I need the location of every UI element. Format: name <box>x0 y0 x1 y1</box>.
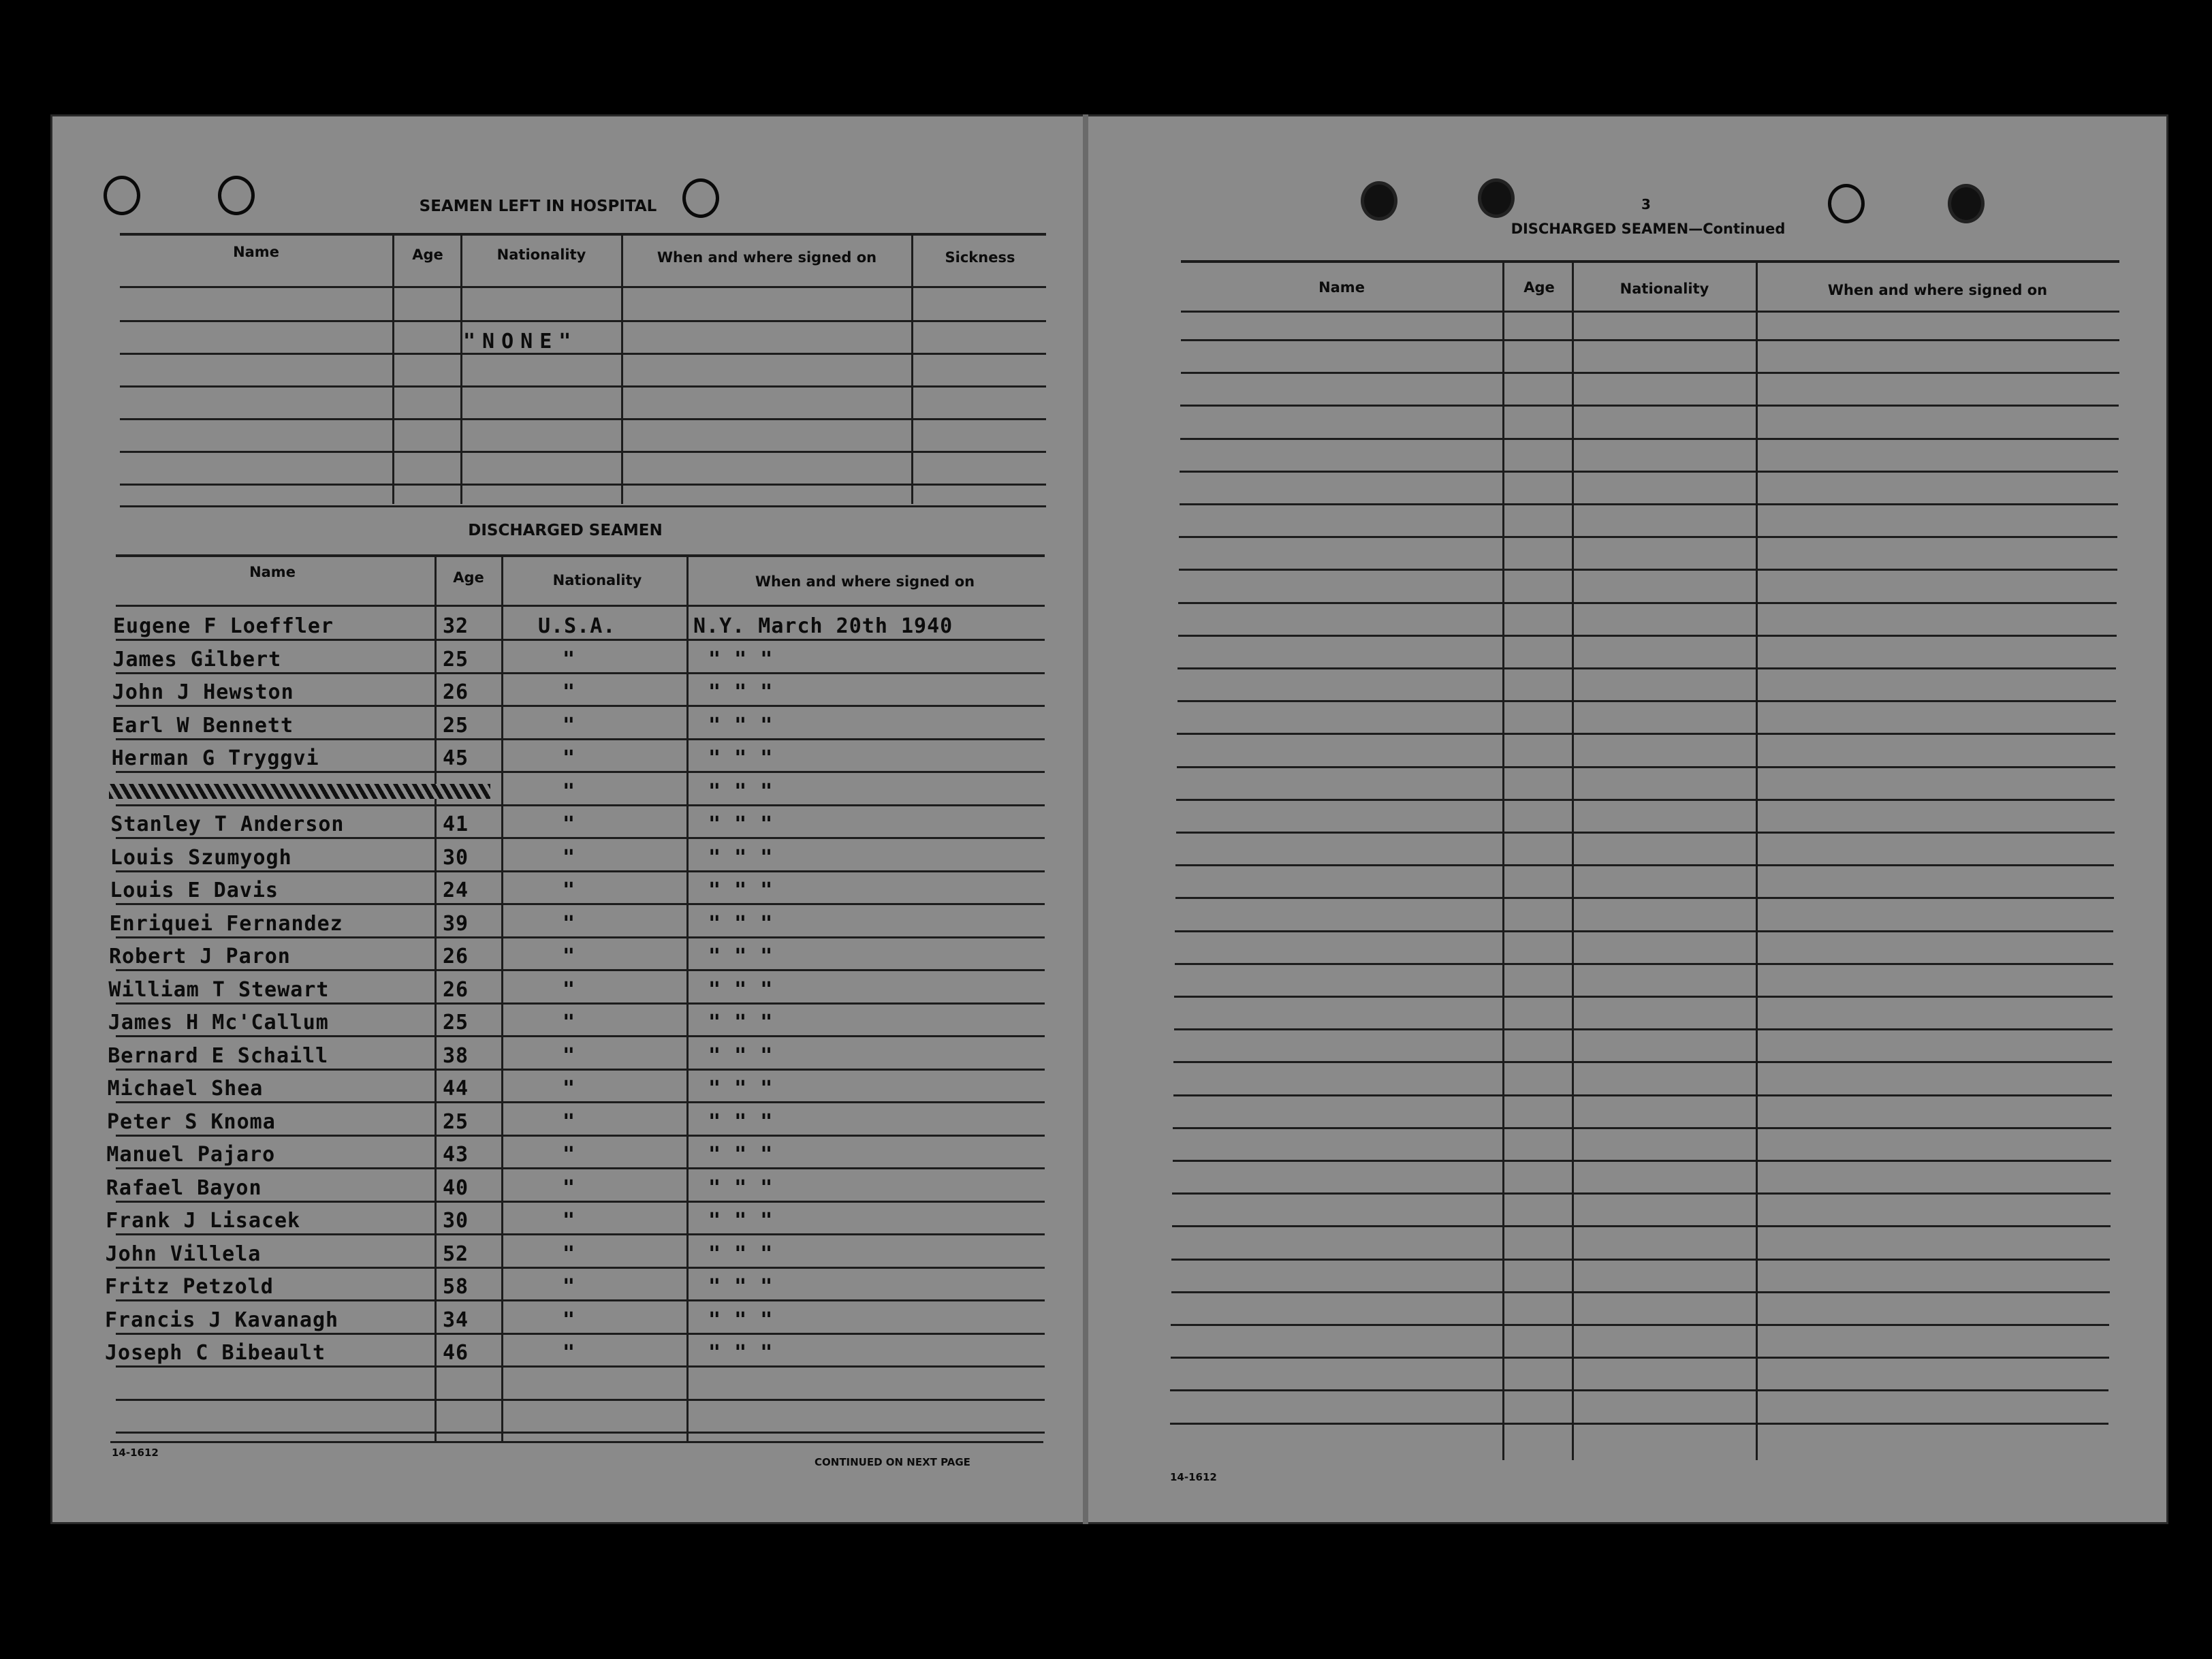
hospital-col-signed-on: When and where signed on <box>657 249 877 266</box>
seaman-signed-on: " " " <box>708 680 774 704</box>
seaman-name: Bernard E Schaill <box>108 1044 329 1068</box>
discharged-col-name: Name <box>249 564 296 580</box>
seaman-age: 26 <box>443 680 469 704</box>
seaman-age: 39 <box>443 912 469 936</box>
seaman-name: Robert J Paron <box>109 945 291 968</box>
seaman-signed-on: " " " <box>708 846 774 870</box>
seaman-nationality: " <box>563 780 576 804</box>
seaman-nationality: " <box>563 879 576 902</box>
seaman-signed-on: " " " <box>708 1209 774 1233</box>
continued-label: CONTINUED ON NEXT PAGE <box>815 1456 970 1468</box>
blank-row-rule <box>1177 733 2115 735</box>
seaman-signed-on: " " " <box>708 1275 774 1299</box>
blank-row-rule <box>1173 1160 2111 1162</box>
seaman-nationality: " <box>563 1308 576 1332</box>
seaman-age: 38 <box>443 1044 469 1068</box>
seaman-age: 25 <box>443 1110 469 1134</box>
seaman-age: 44 <box>443 1077 469 1101</box>
seaman-signed-on: " " " <box>708 780 774 804</box>
blank-row-rule <box>1171 1259 2110 1261</box>
hospital-col-name: Name <box>233 244 279 260</box>
seaman-signed-on: " " " <box>708 879 774 902</box>
seaman-signed-on: " " " <box>708 1308 774 1332</box>
seaman-age: 26 <box>443 945 469 968</box>
seaman-nationality: " <box>563 1275 576 1299</box>
blank-row-rule <box>1181 339 2119 341</box>
seaman-signed-on: N.Y. March 20th 1940 <box>693 614 953 638</box>
hospital-col-age: Age <box>412 247 443 263</box>
blank-row-rule <box>1175 864 2114 866</box>
seaman-nationality: " <box>563 945 576 968</box>
blank-row-rule <box>1174 1028 2113 1030</box>
blank-row-rule <box>1170 1389 2108 1391</box>
blank-row-rule <box>1180 503 2118 505</box>
seaman-nationality: " <box>563 680 576 704</box>
hospital-entry: "NONE" <box>463 330 578 353</box>
blank-row-rule <box>1175 897 2114 899</box>
seaman-nationality: " <box>563 1209 576 1233</box>
right-page-number: 3 <box>1641 196 1651 212</box>
seaman-name: Herman G Tryggvi <box>111 746 319 770</box>
seaman-nationality: " <box>563 912 576 936</box>
discharged-section-title: DISCHARGED SEAMEN <box>468 522 663 539</box>
discharged-col-age: Age <box>453 569 484 586</box>
seaman-signed-on: " " " <box>708 1077 774 1101</box>
seaman-name: John Villela <box>105 1242 262 1266</box>
blank-row-rule <box>1179 569 2117 571</box>
seaman-name: Francis J Kavanagh <box>105 1308 339 1332</box>
right-col-nationality: Nationality <box>1620 281 1709 297</box>
seaman-signed-on: " " " <box>708 714 774 738</box>
seaman-nationality: " <box>563 1242 576 1266</box>
hospital-col-nationality: Nationality <box>496 247 586 263</box>
seaman-age: 40 <box>443 1176 469 1200</box>
seaman-signed-on: " " " <box>708 1011 774 1034</box>
hospital-section-title: SEAMEN LEFT IN HOSPITAL <box>419 198 657 215</box>
seaman-name: James H Mc'Callum <box>108 1011 329 1034</box>
blank-row-rule <box>1175 963 2113 965</box>
seaman-signed-on: " " " <box>708 1143 774 1167</box>
blank-row-rule <box>1171 1357 2109 1359</box>
blank-row-rule <box>1174 996 2113 998</box>
seaman-nationality: " <box>563 1143 576 1167</box>
seaman-nationality: " <box>563 648 576 672</box>
blank-row-rule <box>1178 635 2117 637</box>
blank-row-rule <box>1170 1423 2108 1425</box>
seaman-name: Joseph C Bibeault <box>105 1341 326 1365</box>
seaman-signed-on: " " " <box>708 912 774 936</box>
seaman-signed-on: " " " <box>708 1044 774 1068</box>
right-col-signed-on: When and where signed on <box>1827 282 2048 298</box>
seaman-nationality: " <box>563 978 576 1002</box>
seaman-name: Louis E Davis <box>110 879 279 902</box>
seaman-nationality: " <box>563 846 576 870</box>
seaman-age: 25 <box>443 1011 469 1034</box>
seaman-age: 30 <box>443 846 469 870</box>
seaman-nationality: " <box>563 1176 576 1200</box>
right-form-number: 14-1612 <box>1170 1471 1217 1483</box>
seaman-name: Louis Szumyogh <box>110 846 292 870</box>
seaman-age: 32 <box>443 614 469 638</box>
seaman-nationality: " <box>563 812 576 836</box>
blank-row-rule <box>1177 766 2115 768</box>
seaman-name: Frank J Lisacek <box>106 1209 301 1233</box>
blank-row-rule <box>1173 1061 2112 1063</box>
seaman-nationality: " <box>563 1341 576 1365</box>
right-col-name: Name <box>1318 279 1365 296</box>
seaman-signed-on: " " " <box>708 1341 774 1365</box>
seaman-age: 34 <box>443 1308 469 1332</box>
seaman-age: 46 <box>443 1341 469 1365</box>
seaman-signed-on: " " " <box>708 648 774 672</box>
seaman-nationality: " <box>563 1011 576 1034</box>
blank-row-rule <box>1172 1225 2111 1227</box>
seaman-name: Stanley T Anderson <box>110 812 345 836</box>
seaman-age: 41 <box>443 812 469 836</box>
seaman-name: Earl W Bennett <box>112 714 294 738</box>
seaman-nationality: U.S.A. <box>538 614 616 638</box>
blank-row-rule <box>1180 471 2118 473</box>
seaman-name: Michael Shea <box>107 1077 264 1101</box>
seaman-age: 25 <box>443 648 469 672</box>
discharged-col-nationality: Nationality <box>552 572 642 588</box>
seaman-name: Rafael Bayon <box>106 1176 262 1200</box>
seaman-signed-on: " " " <box>708 1110 774 1134</box>
seaman-age: 25 <box>443 714 469 738</box>
seaman-age: 45 <box>443 746 469 770</box>
seaman-age: 43 <box>443 1143 469 1167</box>
seaman-name: John J Hewston <box>112 680 294 704</box>
blank-row-rule <box>1179 536 2117 538</box>
seaman-signed-on: " " " <box>708 978 774 1002</box>
seaman-name: Eugene F Loeffler <box>113 614 334 638</box>
seaman-signed-on: " " " <box>708 812 774 836</box>
seaman-name: Peter S Knoma <box>107 1110 276 1134</box>
blank-row-rule <box>1180 438 2119 440</box>
blank-row-rule <box>1172 1192 2111 1195</box>
blank-row-rule <box>1178 667 2116 669</box>
blank-row-rule <box>1173 1094 2112 1096</box>
right-section-title: DISCHARGED SEAMEN—Continued <box>1511 221 1786 237</box>
seaman-signed-on: " " " <box>708 1242 774 1266</box>
seaman-signed-on: " " " <box>708 746 774 770</box>
seaman-name: Manuel Pajaro <box>106 1143 276 1167</box>
blank-row-rule <box>1173 1127 2111 1129</box>
seaman-name: James Gilbert <box>112 648 282 672</box>
seaman-nationality: " <box>563 1077 576 1101</box>
seaman-name: Enriquei Fernandez <box>109 912 343 936</box>
hospital-col-sickness: Sickness <box>945 249 1015 266</box>
seaman-age: 26 <box>443 978 469 1002</box>
right-col-age: Age <box>1523 279 1555 296</box>
seaman-name: William T Stewart <box>108 978 330 1002</box>
blank-row-rule <box>1178 602 2117 604</box>
seaman-age: 58 <box>443 1275 469 1299</box>
seaman-signed-on: " " " <box>708 1176 774 1200</box>
seaman-nationality: " <box>563 714 576 738</box>
blank-row-rule <box>1176 832 2115 834</box>
seaman-age: 52 <box>443 1242 469 1266</box>
seaman-nationality: " <box>563 746 576 770</box>
blank-row-rule <box>1176 799 2115 801</box>
blank-row-rule <box>1171 1291 2110 1293</box>
blank-row-rule <box>1180 405 2119 407</box>
left-form-number: 14-1612 <box>112 1447 159 1459</box>
seaman-nationality: " <box>563 1110 576 1134</box>
seaman-signed-on: " " " <box>708 945 774 968</box>
seaman-name: Fritz Petzold <box>105 1275 274 1299</box>
blank-row-rule <box>1178 700 2116 702</box>
discharged-col-signed-on: When and where signed on <box>755 573 975 590</box>
seaman-nationality: " <box>563 1044 576 1068</box>
blank-row-rule <box>1181 372 2119 374</box>
blank-row-rule <box>1171 1324 2109 1326</box>
seaman-age: 24 <box>443 879 469 902</box>
seaman-age: 30 <box>443 1209 469 1233</box>
blank-row-rule <box>1175 930 2113 932</box>
